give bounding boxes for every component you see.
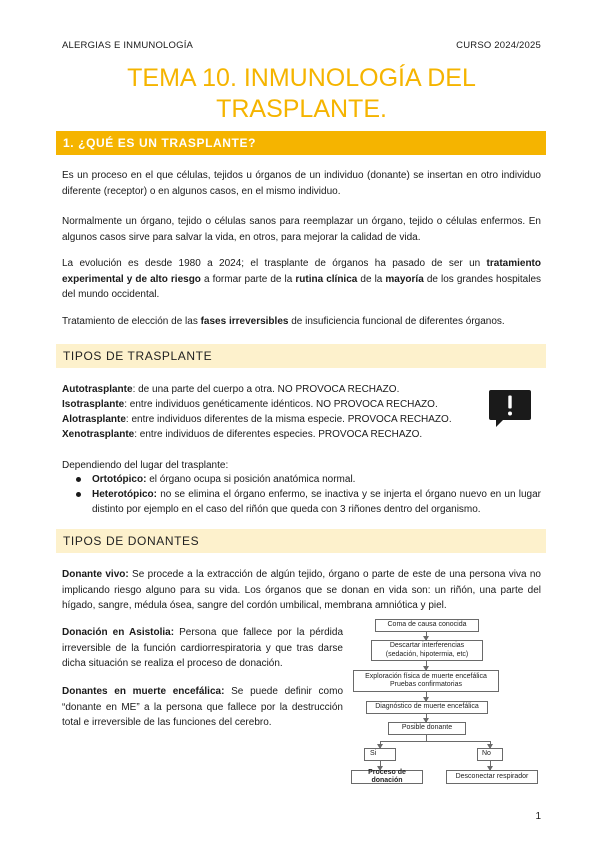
section-heading-que-es: 1. ¿QUÉ ES UN TRASPLANTE? xyxy=(56,131,546,155)
flow-arrow xyxy=(426,661,427,670)
flow-box-exploracion xyxy=(353,670,499,692)
flow-exploracion-line-2: Pruebas confirmatorias xyxy=(390,681,462,688)
placement-intro: Dependiendo del lugar del trasplante: xyxy=(62,460,229,471)
evolution-bold-c: mayoría xyxy=(385,273,424,285)
header-subject: ALERGIAS E INMUNOLOGÍA xyxy=(62,40,194,51)
treatment-text-a: Tratamiento de elección de las xyxy=(62,316,201,327)
desc-alo: : entre individuos diferentes de la misma especie. PROVOCA RECHAZO. xyxy=(125,414,452,425)
list-item-heterotopico xyxy=(62,487,541,517)
term-donante-vivo: Donante vivo: xyxy=(62,569,129,580)
flow-arrow xyxy=(426,714,427,722)
transplant-type-alo xyxy=(62,412,482,427)
evolution-text-d: de los grandes hospitales del mundo occidental. xyxy=(62,273,542,300)
desc-asistolia: Persona que fallece por la pérdida irreversible de la función cardiorrespiratoria y que tras darse dicha situación se realiza el proceso de donación. xyxy=(62,627,344,669)
bullet-dot xyxy=(76,492,81,497)
transplant-type-iso xyxy=(62,397,482,412)
term-ortotopico: Ortotópico: xyxy=(92,474,147,485)
donation-flowchart xyxy=(350,613,542,789)
flow-descartar-line-1: Descartar interferencias xyxy=(389,642,465,649)
evolution-bold-b: rutina clínica xyxy=(295,273,358,285)
term-alo: Alotrasplante xyxy=(62,414,126,425)
flow-box-descartar xyxy=(371,640,483,661)
treatment-text-b: de insuficiencia funcional de diferentes órganos. xyxy=(288,316,505,327)
flow-arrow xyxy=(380,741,381,748)
flow-exploracion-line-1: Exploración física de muerte encefálica xyxy=(365,672,487,680)
alert-speech-bubble-icon xyxy=(488,389,532,429)
term-iso: Isotrasplante xyxy=(62,399,125,410)
paragraph-definition: Es un proceso en el que células, tejidos u órganos de un individuo (donante) se insertan en otro individuo diferente (receptor) o en algunos casos, en el mismo individuo. xyxy=(62,170,541,197)
placement-list xyxy=(62,472,541,517)
desc-donante-vivo: Se procede a la extracción de algún tejido, órgano o parte de este de una persona viva no implicando riesgo alguno para su vida. Los órganos que se donan en vida son: un riñón, una parte del hígado, sangre, médula ósea, sangre del cordón umbilical, membrana amniótica y piel. xyxy=(62,569,541,611)
treatment-bold: fases irreversibles xyxy=(200,316,289,327)
flow-arrow xyxy=(490,741,491,748)
transplant-type-auto xyxy=(62,382,482,397)
term-xeno: Xenotrasplante xyxy=(62,429,135,440)
flow-box-coma: Coma de causa conocida xyxy=(375,619,479,632)
paragraph-muerte-encefalica xyxy=(62,684,343,731)
flow-descartar-line-2: (sedación, hipotermia, etc) xyxy=(385,650,469,658)
flow-box-no: No xyxy=(477,748,503,761)
evolution-text-a: La evolución es desde 1980 a 2024; el trasplante de órganos ha pasado de ser un xyxy=(62,258,487,269)
term-auto: Autotrasplante xyxy=(62,384,133,395)
desc-iso: : entre individuos genéticamente idénticos. NO PROVOCA RECHAZO. xyxy=(124,399,438,410)
flow-box-si: Si xyxy=(364,748,396,761)
flow-branch-line xyxy=(380,741,490,742)
flow-box-desconectar: Desconectar respirador xyxy=(446,770,538,784)
paragraph-purpose: Normalmente un órgano, tejido o células sanos para reemplazar un órgano, tejido o células enfermos. En algunos casos sirve para salvar la vida, en otros, para mejorar la calidad de vida. xyxy=(62,216,541,243)
desc-ortotopico: el órgano ocupa si posición anatómica normal. xyxy=(146,474,356,485)
page-title xyxy=(62,63,541,125)
evolution-bold-a: tratamiento experimental y de alto riesgo xyxy=(62,258,541,285)
desc-muerte-encefalica: Se puede definir como “donante en ME” a la persona que fallece por la destrucción total e irreversible de las funciones del cerebro. xyxy=(62,686,344,728)
flow-arrow xyxy=(490,761,491,770)
transplant-type-xeno xyxy=(62,427,482,442)
header-course: CURSO 2024/2025 xyxy=(456,40,541,51)
paragraph-evolution xyxy=(62,256,541,303)
desc-auto: : de una parte del cuerpo a otra. NO PROVOCA RECHAZO. xyxy=(132,384,400,395)
section-heading-tipos-trasplante: TIPOS DE TRASPLANTE xyxy=(56,344,546,368)
term-asistolia: Donación en Asistolia: xyxy=(62,627,175,638)
flow-box-proceso-donacion: Proceso de donación xyxy=(351,770,423,784)
evolution-text-b: a formar parte de la xyxy=(200,273,296,285)
bullet-dot xyxy=(76,477,81,482)
flow-box-diagnostico: Diagnóstico de muerte encefálica xyxy=(366,701,488,714)
term-heterotopico: Heterotópico: xyxy=(92,489,157,500)
paragraph-donante-vivo xyxy=(62,567,541,614)
paragraph-treatment xyxy=(62,314,541,330)
evolution-text-c: de la xyxy=(357,273,386,285)
list-item-ortotopico xyxy=(62,472,541,487)
desc-xeno: : entre individuos de diferentes especies. PROVOCA RECHAZO. xyxy=(134,429,423,440)
desc-heterotopico: no se elimina el órgano enfermo, se inactiva y se injerta el órgano nuevo en un lugar distinto por ejemplo en el caso del riñón que queda con 3 riñones dentro del organismo. xyxy=(92,489,541,515)
term-muerte-encefalica: Donantes en muerte encefálica: xyxy=(62,686,225,697)
section-heading-tipos-donantes: TIPOS DE DONANTES xyxy=(56,529,546,553)
paragraph-asistolia xyxy=(62,625,343,672)
page-number: 1 xyxy=(535,811,541,822)
flow-arrow xyxy=(426,692,427,701)
title-line-1: TEMA 10. INMUNOLOGÍA DEL xyxy=(127,64,476,92)
title-line-2: TRASPLANTE. xyxy=(216,95,387,123)
flow-arrow xyxy=(426,632,427,640)
flow-box-posible-donante: Posible donante xyxy=(388,722,466,735)
